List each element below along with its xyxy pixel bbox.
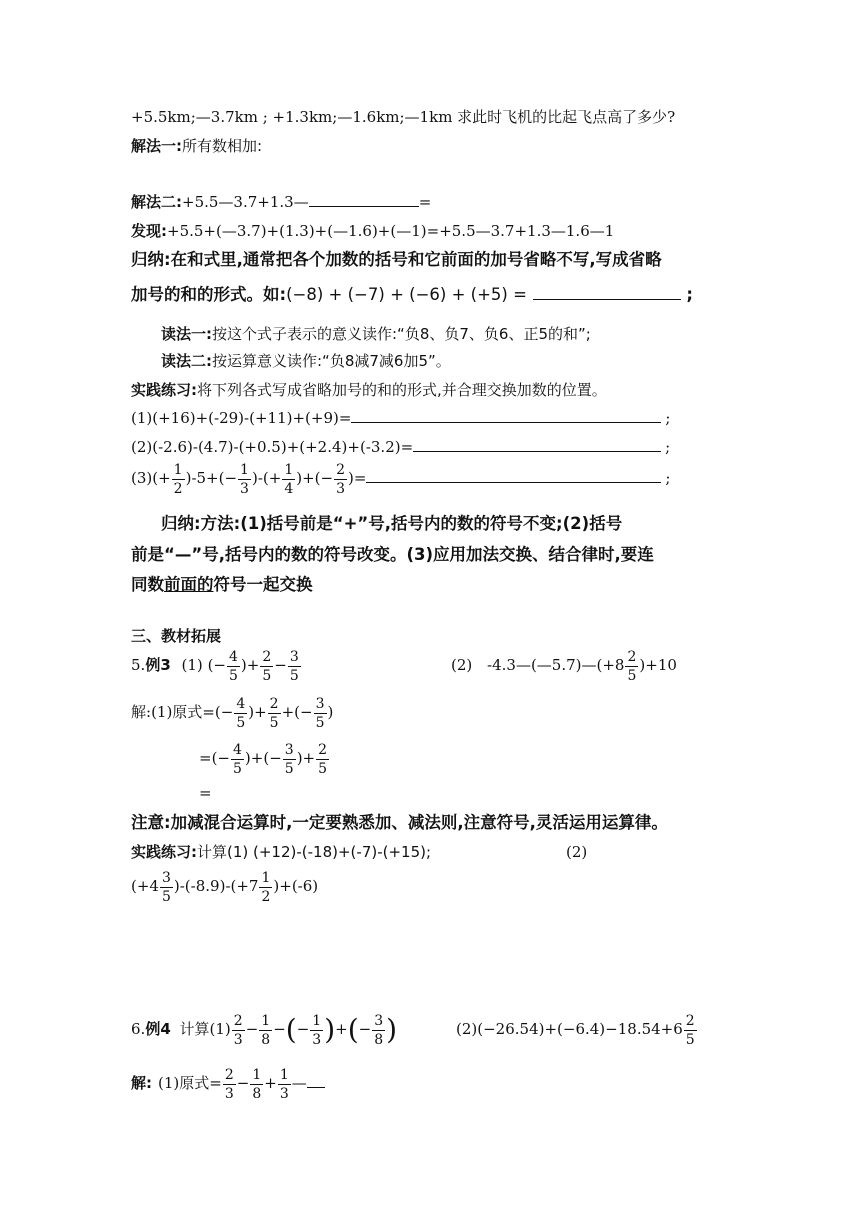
reading-one-label: 读法一: bbox=[161, 325, 212, 343]
note-line bbox=[131, 813, 668, 833]
solution-2-label: 解: bbox=[131, 1074, 152, 1092]
practice-2-line bbox=[131, 842, 431, 862]
method-two bbox=[131, 192, 431, 212]
practice-text: 将下列各式写成省略加号的和的形式,并合理交换加数的位置。 bbox=[197, 381, 607, 399]
sol2-fraction-4-5: $\frac{4}{5}$ bbox=[233, 741, 242, 777]
solution-2-blank bbox=[307, 1073, 325, 1088]
reading-two bbox=[161, 351, 451, 371]
practice-2-line-2: (+4 $\frac{3}{5}$ )-(-8.9)-(+7 $\frac{1}{2}$ )+(-6) bbox=[131, 869, 319, 905]
exercise-2-blank bbox=[413, 437, 661, 452]
note-label: 注意: bbox=[131, 813, 171, 832]
exercise-3-part-a: (3)(+ bbox=[131, 469, 171, 487]
method-label: 归纳:方法: bbox=[161, 514, 241, 533]
example-3-part-1: (1) bbox=[181, 656, 203, 674]
ex4-fraction-2-3: $\frac{2}{3}$ bbox=[233, 1012, 243, 1048]
exercise-2-text: (2)(-2.6)-(4.7)-(+0.5)+(+2.4)+(-3.2)= bbox=[131, 438, 414, 456]
solution-label: 解: bbox=[131, 703, 152, 721]
solution-line-3: = bbox=[199, 784, 212, 802]
method-line-1-text: (1)括号前是“+”号,括号内的数的符号不变;(2)括号 bbox=[240, 514, 623, 533]
sol-fraction-4-5: $\frac{4}{5}$ bbox=[236, 695, 246, 731]
example-4-number: 6. bbox=[131, 1020, 146, 1038]
method-line-2: 前是“—”号,括号内的数的符号改变。(3)应用加法交换、结合律时,要连 bbox=[131, 545, 654, 564]
sol-fraction-2-5: $\frac{2}{5}$ bbox=[269, 695, 279, 731]
discovery-line bbox=[131, 221, 614, 241]
exercise-1-text: (1)(+16)+(-29)-(+11)+(+9)= bbox=[131, 409, 352, 427]
fraction-3-5: $\frac{3}{5}$ bbox=[289, 648, 299, 684]
summary-blank bbox=[533, 285, 681, 300]
sol4-fraction-1-8: $\frac{1}{8}$ bbox=[252, 1066, 262, 1102]
practice-2-part-2: (2) bbox=[566, 843, 588, 861]
sol-fraction-3-5: $\frac{3}{5}$ bbox=[315, 695, 325, 731]
exercise-1-blank bbox=[351, 408, 661, 423]
method-one-label: 解法一: bbox=[131, 137, 182, 155]
example-4-text: 计算(1) bbox=[179, 1020, 231, 1038]
summary-semicolon: ; bbox=[686, 285, 694, 304]
summary-line-1: 归纳:在和式里,通常把各个加数的括号和它前面的加号省略不写,写成省略 bbox=[131, 250, 662, 269]
solution-2-line: 解: (1)原式= $\frac{2}{3}$ − $\frac{1}{8}$ + $\frac{1}{3}$ — bbox=[131, 1063, 325, 1103]
note-text: 加减混合运算时,一定要熟悉加、减法则,注意符号,灵活运用运算律。 bbox=[170, 813, 668, 832]
practice-2-label: 实践练习: bbox=[131, 843, 197, 861]
ex4-fraction-2-5: $\frac{2}{5}$ bbox=[685, 1012, 695, 1048]
question-line: +5.5km;—3.7km ; +1.3km;—1.6km;—1km 求此时飞机的比起飞点高了多少? bbox=[131, 108, 676, 126]
exercise-3-part-d: )+(− bbox=[296, 469, 334, 487]
practice-2-text: 计算(1) (+12)-(-18)+(-7)-(+15); bbox=[197, 843, 432, 861]
discovery-text: +5.5+(—3.7)+(1.3)+(—1.6)+(—1)=+5.5—3.7+1.3—1.6—1 bbox=[167, 222, 615, 240]
method-two-text: +5.5—3.7+1.3— bbox=[182, 193, 309, 211]
exercise-3-part-e: )= bbox=[348, 469, 367, 487]
fraction-2-5: $\frac{2}{5}$ bbox=[262, 648, 272, 684]
exercise-1 bbox=[131, 408, 670, 428]
ex4-fraction-1-3: $\frac{1}{3}$ bbox=[312, 1012, 322, 1048]
example-3-part-2: (2) -4.3—(—5.7)—(+8 $\frac{2}{5}$ )+10 bbox=[451, 648, 677, 684]
solution-line-1: 解:(1)原式=(− $\frac{4}{5}$ )+ $\frac{2}{5}$ +(− $\frac{3}{5}$ ) bbox=[131, 695, 334, 731]
summary-line-2 bbox=[131, 285, 693, 305]
answer-blank bbox=[309, 192, 419, 207]
fraction-2-3: $\frac{2}{3}$ bbox=[336, 461, 345, 497]
method-line-1 bbox=[161, 514, 622, 534]
fraction-1-3: $\frac{1}{3}$ bbox=[240, 461, 249, 497]
exercise-3-part-c: )-(+ bbox=[251, 469, 282, 487]
sol2-fraction-3-5: $\frac{3}{5}$ bbox=[284, 741, 294, 777]
fraction-2-5-mixed: $\frac{2}{5}$ bbox=[627, 648, 637, 684]
method-two-label: 解法二: bbox=[131, 193, 182, 211]
reading-two-text: 按运算意义读作:“负8减7减6加5”。 bbox=[212, 352, 451, 370]
exercise-2 bbox=[131, 437, 670, 457]
solution-2-text: (1)原式= bbox=[158, 1074, 222, 1092]
fraction-3-5-b: $\frac{3}{5}$ bbox=[161, 869, 171, 905]
example-3-label: 例3 bbox=[145, 656, 171, 674]
method-one-text: 所有数相加: bbox=[182, 137, 263, 155]
example-4-label: 例4 bbox=[145, 1020, 171, 1038]
exercise-3-blank bbox=[366, 468, 661, 483]
example-4-line: 6.例4 计算(1) $\frac{2}{3}$ − $\frac{1}{8}$ −(− $\frac{1}{3}$ )+(− $\frac{3}{8}$ ) bbox=[131, 1012, 398, 1048]
fraction-4-5: $\frac{4}{5}$ bbox=[228, 648, 238, 684]
exercise-2-semicolon: ; bbox=[665, 438, 671, 456]
exercise-3-part-b: )-5+(− bbox=[185, 469, 238, 487]
exercise-1-semicolon: ; bbox=[665, 409, 671, 427]
example-3-number: 5. bbox=[131, 656, 146, 674]
exercise-3 bbox=[131, 458, 670, 498]
practice-line bbox=[131, 380, 607, 400]
reading-one bbox=[161, 324, 591, 344]
method-line-3: 同数前面的符号一起交换 bbox=[131, 575, 313, 594]
ex4-fraction-3-8: $\frac{3}{8}$ bbox=[374, 1012, 384, 1048]
summary-line-2-text: 加号的和的形式。如: bbox=[131, 285, 287, 304]
fraction-1-4: $\frac{1}{4}$ bbox=[284, 461, 294, 497]
example-3-line: 5.例3 (1) (− $\frac{4}{5}$ )+ $\frac{2}{5}$ − $\frac{3}{5}$ bbox=[131, 648, 299, 684]
sol4-fraction-1-3: $\frac{1}{3}$ bbox=[279, 1066, 289, 1102]
discovery-label: 发现: bbox=[131, 222, 167, 240]
summary-expression: (−8) + (−7) + (−6) + (+5) = bbox=[286, 285, 527, 304]
method-underlined: 前面的 bbox=[164, 575, 214, 594]
solution-line-2: =(− $\frac{4}{5}$ )+(− $\frac{3}{5}$ )+ $\frac{2}{5}$ bbox=[199, 741, 328, 777]
reading-two-label: 读法二: bbox=[161, 352, 212, 370]
section-three-title: 三、教材拓展 bbox=[131, 627, 222, 645]
fraction-1-2: $\frac{1}{2}$ bbox=[173, 461, 183, 497]
example-4-part-2: (2)(−26.54)+(−6.4)−18.54+6 $\frac{2}{5}$ bbox=[456, 1012, 695, 1048]
sol2-fraction-2-5: $\frac{2}{5}$ bbox=[318, 741, 328, 777]
method-two-eq: = bbox=[418, 193, 432, 211]
ex4-fraction-1-8: $\frac{1}{8}$ bbox=[261, 1012, 271, 1048]
practice-label: 实践练习: bbox=[131, 381, 197, 399]
exercise-3-semicolon: ; bbox=[665, 469, 671, 487]
reading-one-text: 按这个式子表示的意义读作:“负8、负7、负6、正5的和”; bbox=[212, 325, 591, 343]
method-one bbox=[131, 136, 262, 156]
sol4-fraction-2-3: $\frac{2}{3}$ bbox=[224, 1066, 234, 1102]
fraction-1-2-b: $\frac{1}{2}$ bbox=[261, 869, 271, 905]
